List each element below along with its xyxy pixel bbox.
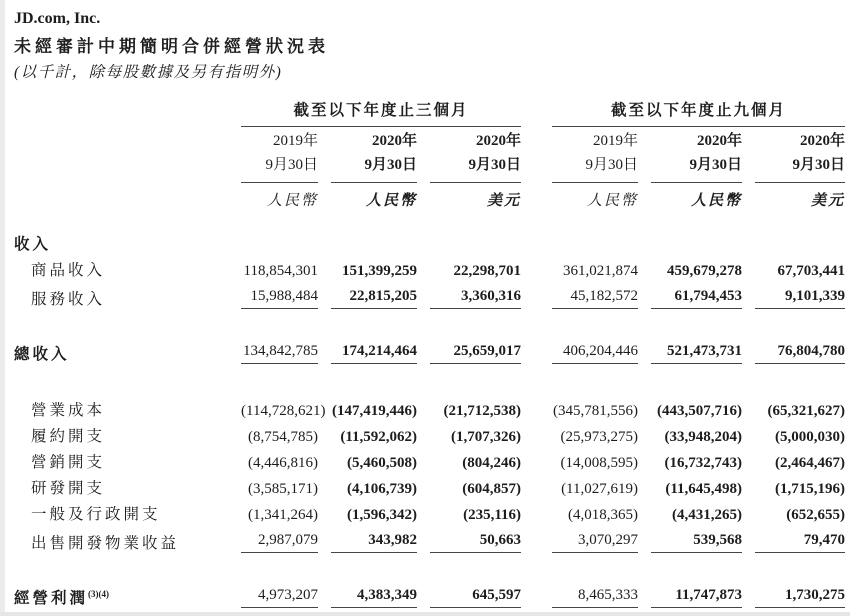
value-cell: (11,592,062) [340,429,417,445]
value-cell: (8,754,785) [248,429,318,445]
value-cell: 79,470 [742,524,845,553]
column-year: 2020年 [475,133,521,149]
page-left-edge [0,0,5,616]
value-cell: 174,214,464 [318,335,417,364]
row-label: 營業成本 [31,402,106,419]
document-title: 未經審計中期簡明合併經營狀況表 [14,37,329,56]
value-cell: 61,794,453 [638,280,742,309]
value-cell: (14,008,595) [560,455,638,471]
value-cell: (345,781,556) [553,403,638,419]
row-label: 收入 [14,236,52,253]
column-date: 9月30日 [585,157,638,173]
company-name: JD.com, Inc. [14,10,101,27]
table-row-total-revenue [14,335,845,364]
value-cell: 4,973,207 [228,579,318,608]
date-cell [318,127,417,183]
table-row-product-revenue [14,254,845,280]
value-cell: (114,728,621) [241,403,326,419]
column-year: 2020年 [696,133,742,149]
table-row-gain-on-sale-of-development-properties [14,524,845,553]
row-label: 商品收入 [31,262,106,279]
row-label: 總收入 [14,346,70,363]
table-row [14,127,845,183]
value-cell: 67,703,441 [777,263,845,279]
row-label: 一般及行政開支 [31,506,161,523]
value-cell: (1,341,264) [248,507,318,523]
value-cell: (25,973,275) [560,429,638,445]
value-cell: 645,597 [417,579,521,608]
column-date: 9月30日 [689,157,742,173]
row-label: 經營利潤$^{(3)(4)}$ [14,588,110,607]
document-subtitle: (以千計，除每股數據及另有指明外) [14,64,283,81]
value-cell: 3,360,316 [417,280,521,309]
table-row-fulfillment [14,420,845,446]
value-cell: 25,659,017 [417,335,521,364]
value-cell: (443,507,716) [657,403,742,419]
currency-cell [539,183,638,210]
column-date: 9月30日 [265,157,318,173]
value-cell: 134,842,785 [228,335,318,364]
value-cell: (4,106,739) [347,481,417,497]
row-label: 出售開發物業收益 [31,535,180,552]
statements-table [14,95,845,608]
row-label: 履約開支 [31,428,106,445]
column-year: 2020年 [799,133,845,149]
table-row-research-development [14,472,845,498]
value-cell: (1,707,326) [451,429,521,445]
group-header-nine-months: 截至以下年度止九個月 [552,98,845,127]
group-header-cell [228,95,521,127]
value-cell: 361,021,874 [563,263,638,279]
value-cell: 459,679,278 [667,263,742,279]
date-cell [228,127,318,183]
column-date: 9月30日 [792,157,845,173]
currency-label: 美元 [810,193,845,209]
table-row-general-administrative [14,498,845,524]
value-cell: (1,715,196) [775,481,845,497]
value-cell: (652,655) [786,507,845,523]
currency-label: 人民幣 [586,193,638,209]
value-cell: 118,854,301 [243,263,318,279]
value-cell: (604,857) [462,481,521,497]
value-cell: 50,663 [417,524,521,553]
value-cell: 521,473,731 [638,335,742,364]
currency-cell [417,183,521,210]
value-cell: (147,419,446) [332,403,417,419]
value-cell: (5,000,030) [775,429,845,445]
value-cell: 539,568 [638,524,742,553]
currency-cell [318,183,417,210]
table-row [14,95,845,127]
value-cell: 1,730,275 [742,579,845,608]
table-row-service-revenue [14,280,845,309]
value-cell: 3,070,297 [539,524,638,553]
value-cell: (4,446,816) [248,455,318,471]
group-header-three-months: 截至以下年度止三個月 [241,98,521,127]
currency-label: 人民幣 [365,193,417,209]
column-date: 9月30日 [468,157,521,173]
column-date: 9月30日 [364,157,417,173]
value-cell: (4,018,365) [568,507,638,523]
value-cell: (16,732,743) [664,455,742,471]
table-row-cost-of-revenues [14,394,845,420]
value-cell: 343,982 [318,524,417,553]
page-bottom-edge [0,612,850,616]
table-row-revenue-section [14,228,845,254]
value-cell: 45,182,572 [539,280,638,309]
currency-label: 人民幣 [690,193,742,209]
value-cell: (3,585,171) [248,481,318,497]
value-cell: (4,431,265) [672,507,742,523]
date-cell [638,127,742,183]
value-cell: 8,465,333 [539,579,638,608]
value-cell: (11,645,498) [665,481,742,497]
value-cell: (1,596,342) [347,507,417,523]
column-year: 2019年 [272,133,318,149]
row-label: 服務收入 [31,291,106,308]
row-label: 研發開支 [31,480,106,497]
value-cell: 15,988,484 [228,280,318,309]
date-cell [417,127,521,183]
value-cell: (21,712,538) [443,403,521,419]
currency-label: 人民幣 [266,193,318,209]
currency-label: 美元 [486,193,521,209]
footnote-marker: (3)(4) [88,588,110,599]
value-cell: (11,027,619) [561,481,638,497]
currency-cell [742,183,845,210]
table-row-marketing [14,446,845,472]
value-cell: 76,804,780 [742,335,845,364]
value-cell: (33,948,204) [664,429,742,445]
date-cell [539,127,638,183]
group-header-cell [539,95,845,127]
value-cell: (235,116) [463,507,521,523]
value-cell: 4,383,349 [318,579,417,608]
currency-cell [638,183,742,210]
value-cell: (2,464,467) [775,455,845,471]
value-cell: (65,321,627) [767,403,845,419]
value-cell: (5,460,508) [347,455,417,471]
table-row [14,183,845,210]
column-year: 2019年 [592,133,638,149]
value-cell: (804,246) [462,455,521,471]
value-cell: 22,298,701 [453,263,521,279]
column-year: 2020年 [371,133,417,149]
value-cell: 2,987,079 [228,524,318,553]
value-cell: 151,399,259 [342,263,417,279]
table-row-income-from-operations [14,579,845,608]
currency-cell [228,183,318,210]
value-cell: 406,204,446 [539,335,638,364]
value-cell: 11,747,873 [638,579,742,608]
date-cell [742,127,845,183]
row-label: 營銷開支 [31,454,106,471]
value-cell: 9,101,339 [742,280,845,309]
value-cell: 22,815,205 [318,280,417,309]
